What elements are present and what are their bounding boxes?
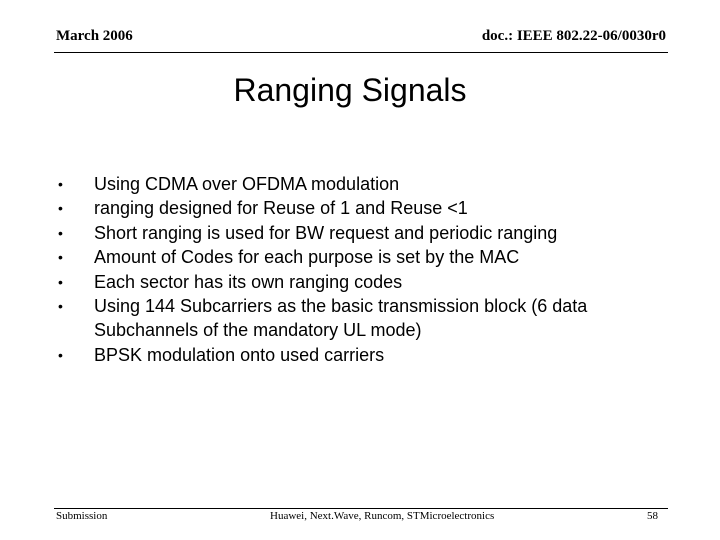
bullet-item (54, 172, 654, 196)
header-divider (54, 52, 668, 53)
slide-title: Ranging Signals (233, 72, 467, 108)
footer-authors: Huawei, Next.Wave, Runcom, STMicroelectronics (270, 510, 495, 522)
footer-submission: Submission (56, 510, 108, 522)
bullet-item (54, 270, 654, 294)
bullet-icon: • (58, 249, 63, 266)
bullet-icon: • (58, 176, 63, 192)
bullet-text: Amount of Codes for each purpose is set by the MAC (94, 247, 520, 268)
bullet-text: Using CDMA over OFDMA modulation (94, 174, 400, 194)
page-number: 58 (647, 510, 658, 522)
bullet-item (54, 343, 654, 367)
bullet-text: Short ranging is used for BW request and periodic ranging (94, 222, 558, 243)
bullet-icon: • (58, 346, 63, 363)
bullet-list (54, 172, 654, 367)
bullet-icon: • (58, 224, 63, 241)
bullet-icon: • (58, 273, 63, 290)
bullet-text: ranging designed for Reuse of 1 and Reuse <1 (94, 198, 468, 219)
bullet-item (54, 294, 654, 343)
footer-divider (54, 508, 668, 509)
bullet-icon: • (58, 298, 63, 315)
bullet-text: BPSK modulation onto used carriers (94, 344, 385, 365)
bullet-item (54, 245, 654, 269)
bullet-item (54, 221, 654, 245)
bullet-item (54, 196, 654, 220)
bullet-text: Using 144 Subcarriers as the basic transmission block (6 data Subchannels of the mandatory UL mode) (94, 296, 588, 341)
header-doc-id: doc.: IEEE 802.22-06/0030r0 (481, 28, 666, 44)
bullet-text: Each sector has its own ranging codes (94, 271, 403, 292)
bullet-icon: • (58, 200, 63, 217)
header-date: March 2006 (56, 28, 133, 44)
